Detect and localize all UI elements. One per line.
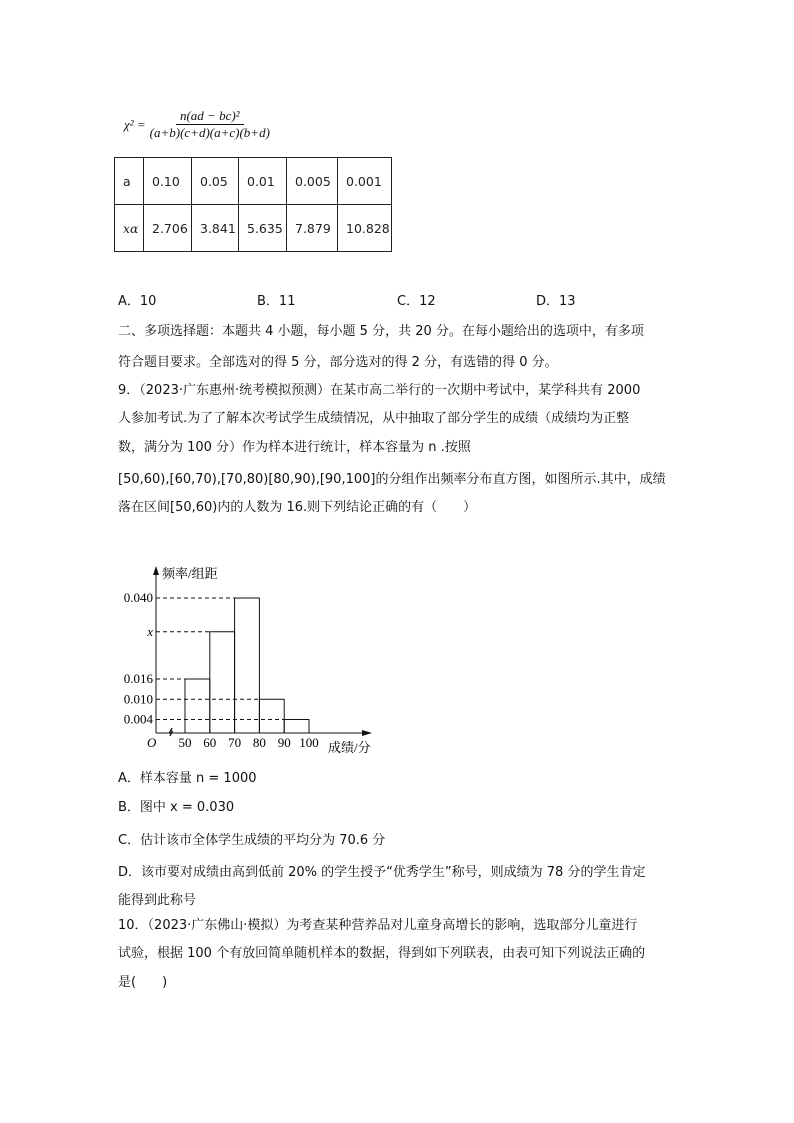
- y-tick-label: 0.004: [123, 711, 153, 727]
- x-tick-label: 70: [228, 735, 242, 750]
- table-cell: 0.005: [287, 158, 338, 205]
- table-cell: 0.05: [192, 158, 239, 205]
- y-tick-label: 0.010: [123, 691, 153, 707]
- formula-lhs: χ² =: [124, 116, 146, 132]
- table-cell: 10.828: [338, 205, 392, 252]
- q9-option-a: A．样本容量 n = 1000: [118, 771, 257, 786]
- table-cell: 3.841: [192, 205, 239, 252]
- table-cell: 5.635: [239, 205, 287, 252]
- table-cell: 0.001: [338, 158, 392, 205]
- q9-text: 人参加考试.为了了解本次考试学生成绩情况，从中抽取了部分学生的成绩（成绩均为正整: [118, 411, 630, 426]
- histogram-bar: [284, 720, 309, 734]
- table-cell: 0.01: [239, 158, 287, 205]
- q9-text: [50,60),[60,70),[70,80)[80,90),[90,100]的分组作出频率分布直方图，如图所示.其中，成绩: [118, 472, 666, 487]
- section-heading: 二、多项选择题：本题共 4 小题，每小题 5 分，共 20 分。在每小题给出的选项中，有多项: [118, 324, 644, 339]
- section-heading-cont: 符合题目要求。全部选对的得 5 分，部分选对的得 2 分，有选错的得 0 分。: [118, 355, 558, 370]
- table-cell: a: [115, 158, 144, 205]
- x-tick-label: 80: [252, 735, 266, 750]
- x-tick-label: 90: [277, 735, 291, 750]
- table-cell: 0.10: [144, 158, 192, 205]
- table-cell: xα: [115, 205, 144, 252]
- x-tick-label: 100: [299, 735, 319, 750]
- q9-option-d-cont: 能得到此称号: [118, 893, 197, 908]
- q8-option-a: A．10: [118, 294, 157, 309]
- x-axis-arrow-icon: [362, 730, 372, 736]
- q10-text: 试验，根据 100 个有放回简单随机样本的数据，得到如下列联表，由表可知下列说法正确的: [118, 946, 646, 961]
- q9-text: 9．（2023·广东惠州·统考模拟预测）在某市高二举行的一次期中考试中，某学科共有 2000: [118, 383, 641, 398]
- table-cell: 2.706: [144, 205, 192, 252]
- origin-label: O: [147, 735, 157, 750]
- y-tick-label: x: [147, 623, 153, 639]
- axis-break-icon: [169, 728, 173, 736]
- q9-text: 数，满分为 100 分）作为样本进行统计，样本容量为 n .按照: [118, 440, 471, 455]
- formula-denominator: (a+b)(c+d)(a+c)(b+d): [149, 125, 270, 140]
- histogram-bar: [235, 598, 260, 733]
- y-tick-label: 0.016: [123, 671, 153, 686]
- histogram-bar: [259, 699, 284, 733]
- y-axis-label: 频率/组距: [162, 566, 218, 581]
- formula-numerator: n(ad − bc)²: [176, 108, 244, 125]
- table-cell: 7.879: [287, 205, 338, 252]
- y-tick-label: 0.040: [123, 590, 153, 605]
- q10-text: 是( ): [118, 975, 168, 990]
- q9-option-b: B．图中 x = 0.030: [118, 800, 235, 815]
- histogram-bar: [210, 632, 235, 733]
- q9-option-c: C．估计该市全体学生成绩的平均分为 70.6 分: [118, 833, 386, 848]
- y-axis-arrow-icon: [153, 566, 159, 575]
- histogram-bar: [185, 679, 210, 733]
- x-axis-label: 成绩/分: [328, 740, 371, 755]
- x-tick-label: 60: [203, 735, 217, 750]
- q9-text: 落在区间[50,60)内的人数为 16.则下列结论正确的有（ ）: [118, 500, 477, 515]
- q8-option-d: D．13: [536, 294, 576, 309]
- q10-text: 10．（2023·广东佛山·模拟）为考查某种营养品对儿童身高增长的影响，选取部分儿童进行: [118, 918, 638, 933]
- q9-option-d: D．该市要对成绩由高到低前 20% 的学生授予“优秀学生”称号，则成绩为 78 分的学生肯定: [118, 865, 646, 880]
- q8-option-b: B．11: [257, 294, 296, 309]
- x-tick-label: 50: [178, 735, 192, 750]
- q8-option-c: C．12: [397, 294, 436, 309]
